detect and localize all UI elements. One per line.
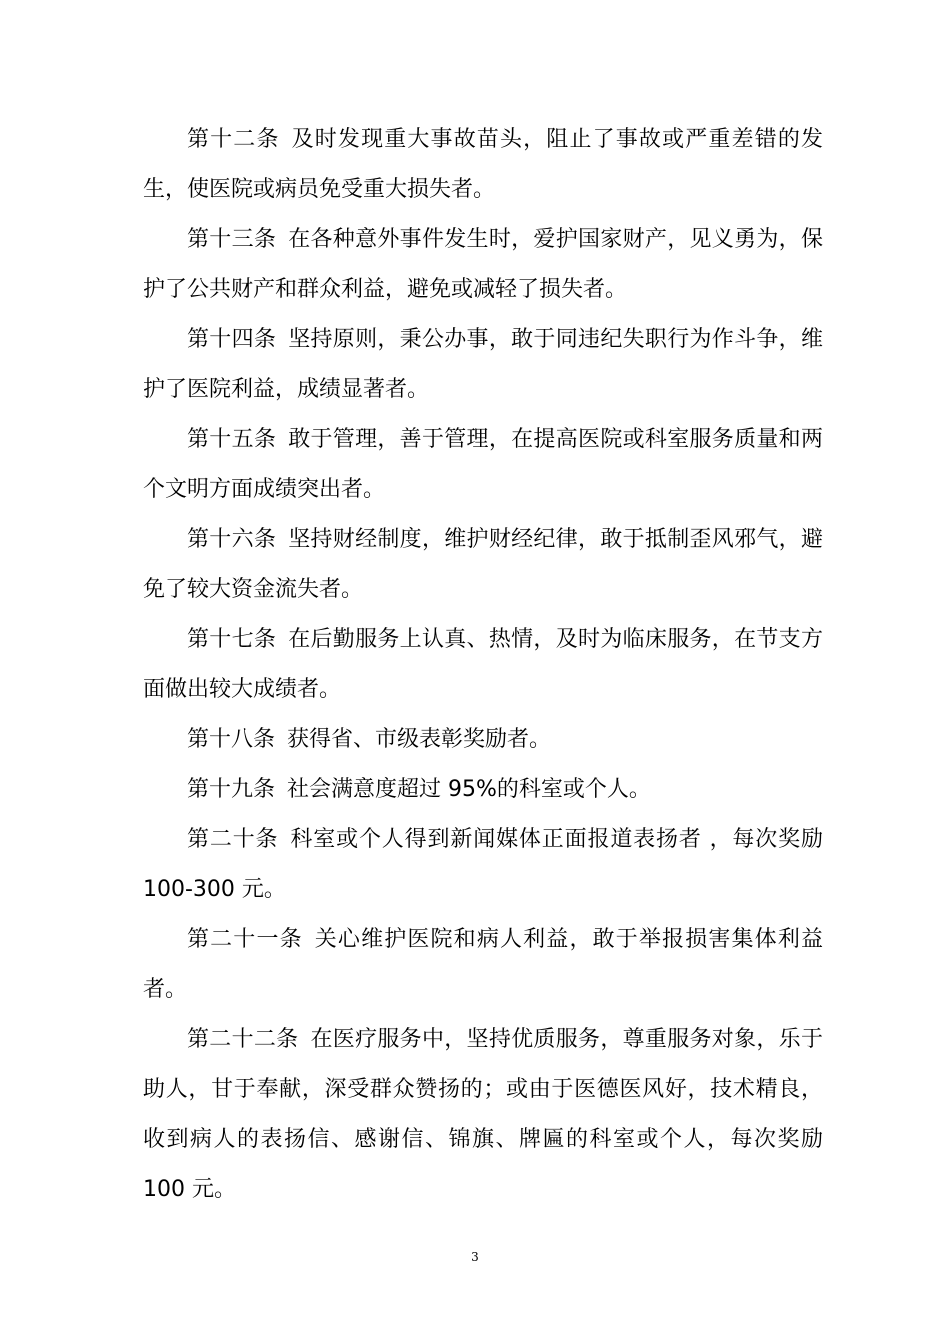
article-text: 获得省、市级表彰奖励者。 <box>287 727 552 752</box>
article-text: 关心维护医院和病人利益，敢于举报损害集体利益者。 <box>143 927 823 1002</box>
article-17 <box>143 615 823 715</box>
article-16 <box>143 515 823 615</box>
article-number: 第十七条 <box>187 627 277 652</box>
article-text: 及时发现重大事故苗头，阻止了事故或严重差错的发生，使医院或病员免受重大损失者。 <box>143 127 823 202</box>
article-21 <box>143 915 823 1015</box>
article-13 <box>143 215 823 315</box>
article-number: 第二十二条 <box>187 1027 299 1052</box>
article-number: 第十五条 <box>187 427 277 452</box>
article-number: 第二十一条 <box>187 927 303 952</box>
article-number: 第十六条 <box>187 527 277 552</box>
article-text: 坚持财经制度，维护财经纪律，敢于抵制歪风邪气，避免了较大资金流失者。 <box>143 527 823 602</box>
article-number: 第十八条 <box>187 727 276 752</box>
article-18 <box>143 715 823 765</box>
article-14 <box>143 315 823 415</box>
article-text: 社会满意度超过 95%的科室或个人。 <box>287 777 651 802</box>
article-number: 第十九条 <box>187 777 276 802</box>
article-20 <box>143 815 823 915</box>
page-number: 3 <box>471 1250 479 1264</box>
article-12 <box>143 115 823 215</box>
article-text: 在医疗服务中，坚持优质服务，尊重服务对象，乐于助人，甘于奉献，深受群众赞扬的；或由于医德医风好，技术精良，收到病人的表扬信、感谢信、锦旗、牌匾的科室或个人，每次奖励 100 元。 <box>143 1027 823 1202</box>
document-body <box>143 115 823 1215</box>
article-text: 科室或个人得到新闻媒体正面报道表扬者 ，每次奖励 100-300 元。 <box>143 827 823 902</box>
article-text: 坚持原则，秉公办事，敢于同违纪失职行为作斗争，维护了医院利益，成绩显著者。 <box>143 327 823 402</box>
article-number: 第十二条 <box>187 127 280 152</box>
article-19 <box>143 765 823 815</box>
article-text: 敢于管理，善于管理，在提高医院或科室服务质量和两个文明方面成绩突出者。 <box>143 427 823 502</box>
article-text: 在各种意外事件发生时，爱护国家财产，见义勇为，保护了公共财产和群众利益，避免或减轻了损失者。 <box>143 227 823 302</box>
article-22 <box>143 1015 823 1215</box>
article-number: 第十四条 <box>187 327 277 352</box>
article-number: 第十三条 <box>187 227 277 252</box>
article-number: 第二十条 <box>187 827 279 852</box>
article-15 <box>143 415 823 515</box>
article-text: 在后勤服务上认真、热情，及时为临床服务，在节支方面做出较大成绩者。 <box>143 627 823 702</box>
